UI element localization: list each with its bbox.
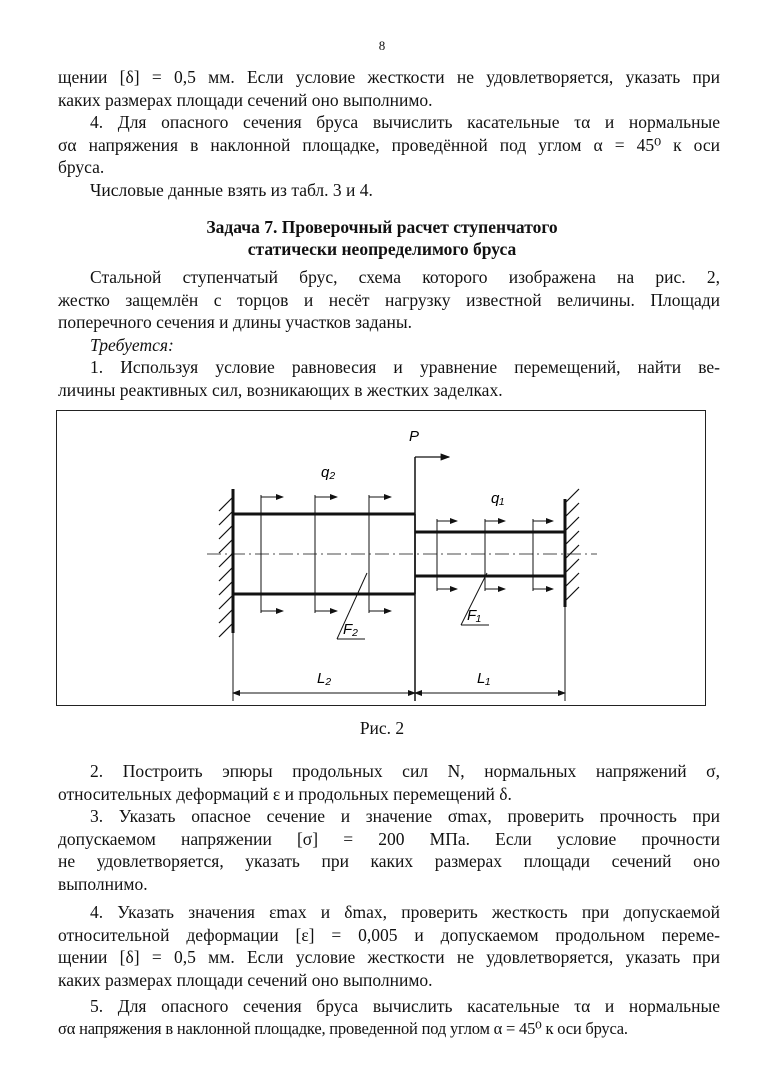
text-line: не удовлетворяется, указать при каких размерах площади сечений оно: [58, 851, 720, 871]
text-line: 3. Указать опасное сечение и значение σmax, проверить прочность при: [90, 806, 720, 826]
task-title-line: статически неопределимого бруса: [247, 239, 517, 259]
text-line: каких размерах площади сечений оно выполнимо.: [58, 89, 433, 110]
label-f1: F₁: [467, 607, 481, 624]
text-line: σα напряжения в наклонной площадке, проведенной под углом α = 45⁰ к оси бруса.: [58, 1018, 628, 1038]
text-line: 2. Построить эпюры продольных сил N, нормальных напряжений σ,: [90, 761, 720, 781]
label-p: P: [409, 428, 420, 445]
left-wall: [219, 489, 233, 637]
required-heading: Требуется:: [90, 334, 174, 355]
text-line: допускаемом напряжении [σ] = 200 МПа. Если условие прочности: [58, 828, 720, 849]
q1-load: [437, 519, 553, 591]
label-f2: F₂: [343, 621, 358, 638]
text-line: σα напряжения в наклонной площадке, проведённой под углом α = 45⁰ к оси: [58, 134, 720, 155]
label-q2: q₂: [321, 464, 336, 481]
text-line: поперечного сечения и длины участков заданы.: [58, 312, 412, 332]
text-line: относительной деформации [ε] = 0,005 и допускаемом продольном переме-: [58, 924, 720, 945]
text-line: личины реактивных сил, возникающих в жестких заделках.: [58, 379, 503, 400]
label-l2: L₂: [317, 670, 332, 687]
label-l1: L₁: [477, 670, 491, 687]
text-line: бруса.: [58, 157, 105, 177]
text-line: 4. Для опасного сечения бруса вычислить касательные τα и нормальные: [90, 112, 720, 132]
figure-beam-diagram: [56, 410, 706, 706]
task-intro: [58, 266, 720, 401]
text-line: 4. Указать значения εmax и δmax, проверить жесткость при допускаемой: [90, 902, 720, 922]
task-title: [0, 216, 764, 260]
text-line: выполнимо.: [58, 873, 148, 894]
top-section: [58, 66, 720, 201]
page-number: 8: [378, 38, 386, 53]
right-wall: [565, 489, 579, 607]
text-line: жестко защемлён с торцов и несёт нагрузку известной величины. Площади: [58, 289, 720, 310]
text-line: щении [δ] = 0,5 мм. Если условие жесткости не удовлетворяется, указать при: [58, 67, 720, 87]
text-line: каких размерах площади сечений оно выполнимо.: [58, 969, 433, 990]
text-line: Стальной ступенчатый брус, схема которого изображена на рис. 2,: [90, 267, 720, 287]
text-line: 5. Для опасного сечения бруса вычислить касательные τα и нормальные: [90, 996, 720, 1016]
label-q1: q₁: [491, 490, 505, 507]
text-line: Числовые данные взять из табл. 3 и 4.: [90, 179, 373, 200]
figure-caption: Рис. 2: [359, 718, 405, 738]
text-line: щении [δ] = 0,5 мм. Если условие жесткости не удовлетворяется, указать при: [58, 947, 720, 967]
text-line: 1. Используя условие равновесия и уравнение перемещений, найти ве-: [90, 357, 720, 377]
text-line: относительных деформаций ε и продольных перемещений δ.: [58, 783, 512, 804]
task-title-line: Задача 7. Проверочный расчет ступенчатого: [206, 217, 558, 237]
requirements: [58, 760, 720, 1040]
